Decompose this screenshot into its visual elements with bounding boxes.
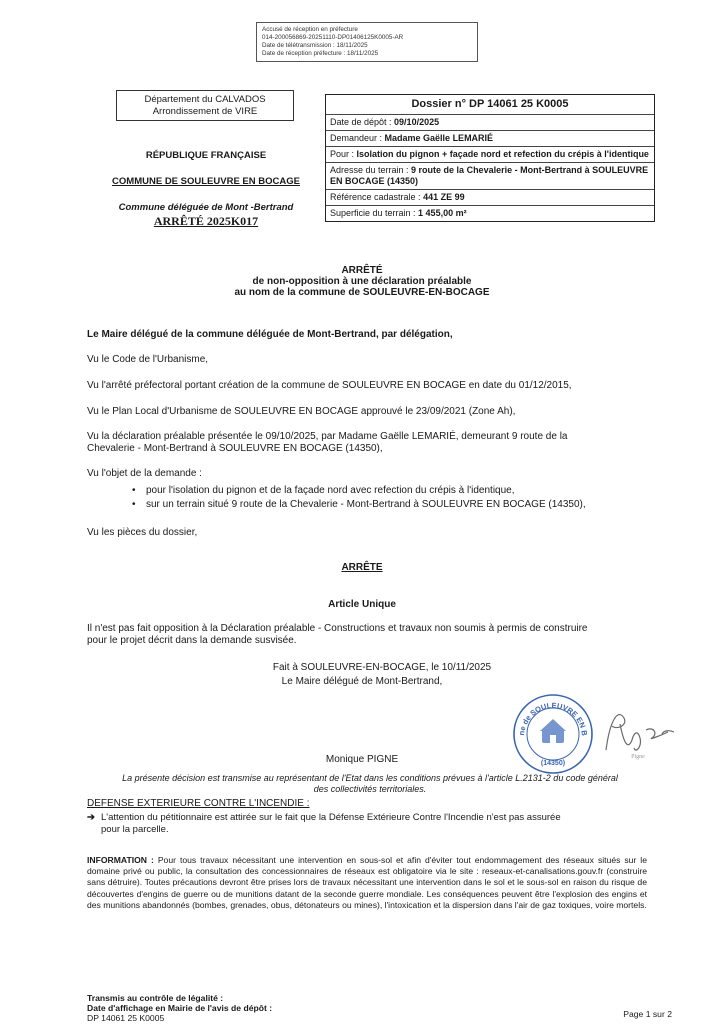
decision-line2: pour le projet décrit dans la demande susvisée. bbox=[87, 635, 297, 646]
list-item: • sur un terrain situé 9 route de la Chevalerie - Mont-Bertrand à SOULEUVRE EN BOCAGE (14350), bbox=[146, 499, 586, 511]
stamp-line: Accusé de réception en préfecture bbox=[262, 26, 358, 33]
vu-plu: Vu le Plan Local d'Urbanisme de SOULEUVRE EN BOCAGE approuvé le 23/09/2021 (Zone Ah), bbox=[87, 406, 516, 417]
information-text: Pour tous travaux nécessitant une intervention en sous-sol et afin d'éviter tout endommagement des réseaux situés sur le domaine privé ou public, la consultation des concessionnaires de réseaux est obligatoire via le site : reseaux-et-canalisations.gouv.fr (construire sans détruire). Toutes précautions devront être prises lors de travaux nécessitant une intervention dans le sol et le sous-sol en raison du risque de découvertes d'engins de guerre ou de munitions datant de la seconde guerre mondiale. Les conséquences peuvent être l'explosion des engins et des munitions abandonnés (bombes, grenades, obus, détonateurs ou mines), l'intoxication et la dispersion dans l'air de gaz toxiques, voire mortels. bbox=[87, 855, 647, 910]
dossier-pour-row bbox=[326, 146, 654, 162]
dossier-demandeur-row bbox=[326, 130, 654, 146]
vu-objet: Vu l'objet de la demande : bbox=[87, 468, 202, 479]
commune-deleguee: Commune déléguée de Mont -Bertrand bbox=[118, 202, 294, 213]
dossier-superficie-row bbox=[326, 205, 654, 221]
arrete-heading: ARRÊTE bbox=[341, 562, 383, 573]
stamp-line: 014-200056869-20251110-DP01406125K0005-AR bbox=[262, 34, 404, 41]
notice-line2: des collectivités territoriales. bbox=[313, 784, 427, 794]
document-title bbox=[0, 265, 724, 298]
republique-heading: RÉPUBLIQUE FRANÇAISE bbox=[145, 150, 267, 161]
dossier-adresse-row bbox=[326, 162, 654, 189]
signature bbox=[598, 700, 678, 760]
department-box bbox=[116, 90, 294, 121]
objet-list bbox=[146, 485, 586, 513]
title-line2: de non-opposition à une déclaration préalable bbox=[252, 276, 472, 287]
date-value: 09/10/2025 bbox=[394, 117, 440, 127]
title-line3: au nom de la commune de SOULEUVRE-EN-BOCAGE bbox=[234, 287, 490, 298]
pour-value: Isolation du pignon + façade nord et refection du crépis à l'identique bbox=[356, 149, 649, 159]
vu-declaration-line2: Chevalerie - Mont-Bertrand à SOULEUVRE EN BOCAGE (14350), bbox=[87, 443, 383, 454]
vu-pieces: Vu les pièces du dossier, bbox=[87, 527, 198, 538]
defense-line1: L'attention du pétitionnaire est attirée sur le fait que la Défense Extérieure Contre l'Incendie n'est pas assurée bbox=[101, 812, 561, 823]
defense-line2: pour la parcelle. bbox=[101, 824, 169, 835]
vu-code-urbanisme: Vu le Code de l'Urbanisme, bbox=[87, 354, 209, 365]
footer-dossier-ref: DP 14061 25 K0005 bbox=[87, 1013, 165, 1023]
adresse-label: Adresse du terrain : bbox=[330, 165, 412, 175]
footer-transmis: Transmis au contrôle de légalité : bbox=[87, 993, 224, 1003]
defense-incendie-text bbox=[87, 812, 647, 836]
reference-label: Référence cadastrale : bbox=[330, 192, 424, 202]
dossier-title: Dossier n° DP 14061 25 K0005 bbox=[411, 98, 569, 110]
demandeur-value: Madame Gaëlle LEMARIÉ bbox=[384, 133, 494, 143]
maire-delegue: Le Maire délégué de Mont-Bertrand, bbox=[281, 676, 443, 687]
superficie-label: Superficie du terrain : bbox=[330, 208, 419, 218]
dossier-box bbox=[325, 94, 655, 222]
legal-notice bbox=[90, 773, 650, 795]
decision-line1: Il n'est pas fait opposition à la Déclaration préalable - Constructions et travaux non soumis à permis de construire bbox=[87, 623, 588, 634]
fait-a: Fait à SOULEUVRE-EN-BOCAGE, le 10/11/2025 bbox=[272, 662, 492, 673]
arrete-number: ARRÊTÉ 2025K017 bbox=[153, 214, 259, 228]
date-label: Date de dépôt : bbox=[330, 117, 395, 127]
arrondissement-line: Arrondissement de VIRE bbox=[152, 105, 258, 117]
maire-statement: Le Maire délégué de la commune déléguée de Mont-Bertrand, par délégation, bbox=[87, 329, 453, 340]
reference-value: 441 ZE 99 bbox=[423, 192, 465, 202]
stamp-line: Date de télétransmission : 18/11/2025 bbox=[262, 42, 368, 49]
vu-declaration bbox=[87, 431, 643, 455]
pour-label: Pour : bbox=[330, 149, 357, 159]
adresse-value: 9 route de la Chevalerie - Mont-Bertrand à SOULEUVRE EN BOCAGE (14350) bbox=[330, 165, 649, 186]
dossier-reference-row bbox=[326, 189, 654, 205]
information-block bbox=[87, 855, 647, 911]
demandeur-label: Demandeur : bbox=[330, 133, 385, 143]
title-arrete: ARRÊTÉ bbox=[341, 265, 383, 276]
vu-declaration-line1: Vu la déclaration préalable présentée le 09/10/2025, par Madame Gaëlle LEMARIÉ, demeurant 9 route de la bbox=[87, 431, 568, 442]
footer-affichage: Date d'affichage en Mairie de l'avis de dépôt : bbox=[87, 1003, 273, 1013]
information-label: INFORMATION : bbox=[87, 855, 154, 865]
list-item: • pour l'isolation du pignon et de la façade nord avec refection du crépis à l'identique, bbox=[146, 485, 586, 497]
seal-code: (14350) bbox=[540, 760, 566, 767]
seal-text: ne de SOULEUVRE EN B bbox=[516, 700, 590, 737]
signataire-name: Monique PIGNE bbox=[325, 754, 399, 765]
notice-line1: La présente décision est transmise au représentant de l'Etat dans les conditions prévues à l'article L.2131-2 du code général bbox=[122, 773, 618, 783]
decision-text bbox=[87, 623, 643, 647]
department-line: Département du CALVADOS bbox=[144, 94, 266, 105]
commune-heading: COMMUNE DE SOULEUVRE EN BOCAGE bbox=[112, 176, 300, 187]
defense-incendie-heading: DEFENSE EXTERIEURE CONTRE L'INCENDIE : bbox=[87, 798, 310, 809]
page-number: Page 1 sur 2 bbox=[623, 1009, 672, 1019]
dossier-date-row bbox=[326, 114, 654, 130]
signature-text: Pigne bbox=[631, 754, 645, 760]
vu-arrete-prefectoral: Vu l'arrêté préfectoral portant création de la commune de SOULEUVRE EN BOCAGE en date du 01/12/2015, bbox=[87, 380, 572, 391]
stamp-line: Date de réception préfecture : 18/11/2025 bbox=[262, 50, 379, 57]
article-heading: Article Unique bbox=[328, 599, 396, 610]
superficie-value: 1 455,00 m² bbox=[418, 208, 467, 218]
footer-block bbox=[87, 993, 272, 1023]
arrow-right-icon: ➔ bbox=[87, 812, 95, 823]
reception-stamp bbox=[256, 22, 478, 62]
